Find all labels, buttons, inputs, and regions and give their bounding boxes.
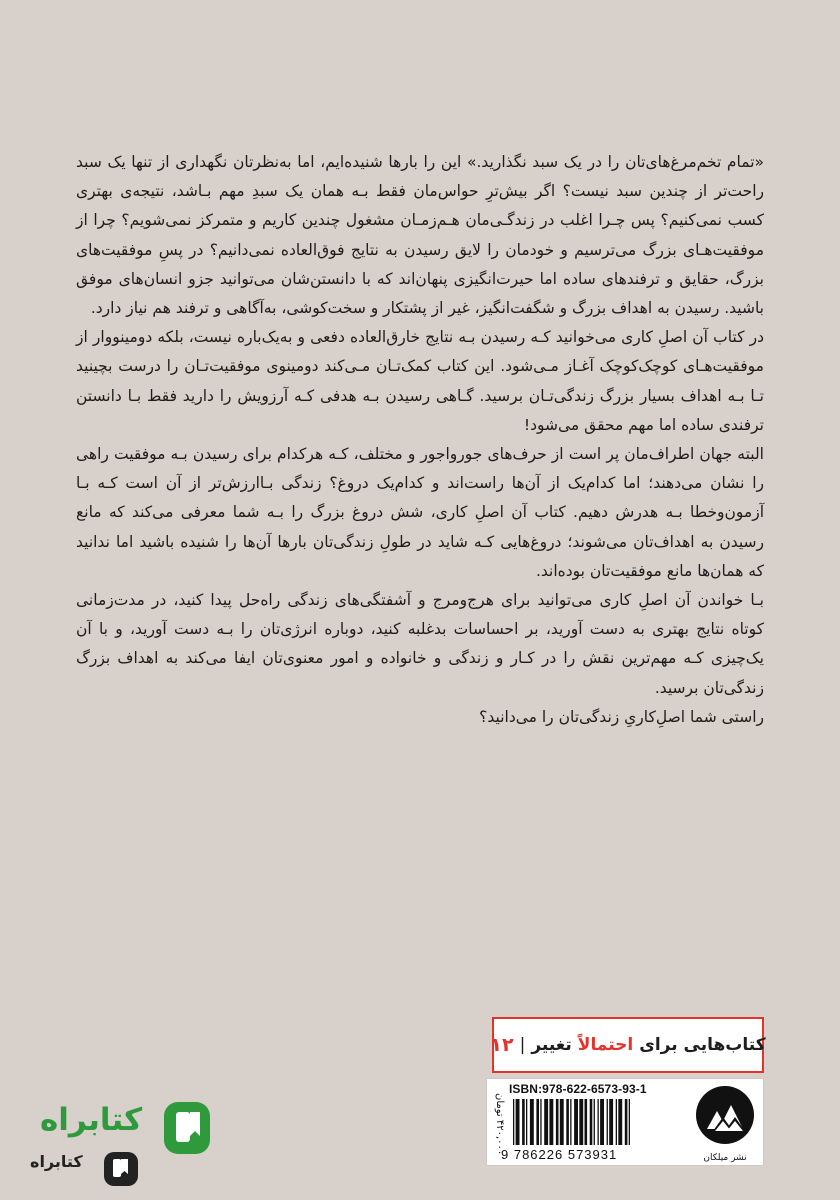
- series-number: ۱۲: [490, 1034, 514, 1056]
- series-banner: [492, 1017, 764, 1073]
- barcode-panel: [486, 1078, 764, 1166]
- paragraph-intro: «تمام تخم‌مرغ‌های‌تان را در یک سبد نگذارید.» این را بارها شنیده‌ایم، اما به‌نظرتان نگهداری از تنها یک سبد راحت‌تر از چندین سبد نیست؟ اگر بیش‌ترِ حواس‌مان فقط بـه همان یک سبدِ مهم بـاشد، نتیجه‌ی بهتری کسب نمی‌کنیم؟ پس چـرا اغلب در زندگـی‌مان هـم‌زمـان مشغول چندین کاریم و متمرکز نمی‌شویم؟ چرا از موفقیت‌هـای بزرگ می‌ترسیم و خودمان را لایق رسیدن به نتایج فوق‌العاده نمی‌دانیم؟ در پسِ موفقیت‌های بزرگ، حقایق و ترفندهای ساده اما حیرت‌انگیزی پنهان‌اند که با دانستن‌شان می‌توانید جزو انسان‌های موفق باشید. رسیدن به اهداف بزرگ و شگفت‌انگیز، غیر از پشتکار و سخت‌کوشی، به‌آگاهی و ترفند هم نیاز دارد.: [76, 153, 764, 318]
- paragraph-question: راستی شما اصلِ‌کاریِ زندگی‌تان را می‌دانید؟: [479, 707, 764, 726]
- store-name-large: کتابراه: [40, 1102, 143, 1138]
- ean-digits: 9 786226 573931: [501, 1147, 618, 1162]
- paragraph-lies: البته جهان اطراف‌مان پر است از حرف‌های جوروا‌جور و مختلف، کـه هرکدام برای رسیدن بـه موفقیت راهی را نشان می‌دهند؛ اما کدام‌یک از آن‌ها راست‌اند و کدام‌یک دروغ؟ زندگی بـاارزش‌تر از آن است کـه بـا آزمون‌وخطا بـه هدرش دهیم. کتاب آن اصلِ کاری، شش دروغ بزرگ را بـه شما معرفی می‌کند که مانع رسیدن به اهداف‌تان می‌شوند؛ دروغ‌هایی کـه شاید در طولِ زندگی‌تان بارها آن‌ها را شنیده باشید اما ندانید که همان‌ها مانع موفقیت‌تان بوده‌اند.: [76, 445, 764, 580]
- publisher-name: نشر میلکان: [703, 1153, 747, 1163]
- paragraph-domino: در کتاب آن اصلِ کاری می‌خوانید کـه رسیدن بـه نتایج خارق‌العاده دفعی و به‌یک‌باره نیست، بلکه دومینووار از موفقیت‌هـای کوچک‌کوچک آغـاز مـی‌شود. این کتاب کمک‌تـان مـی‌کند دومینوی موفقیت‌تـان را درست بچینید تـا بـه اهداف بسیار بزرگ زندگی‌تـان برسید. گـاهی رسیدن بـه هدفی کـه آرزویش را دارید فقط بـا دانستن ترفندی ساده اما مهم محقق می‌شود!: [76, 328, 764, 434]
- barcode-bars: [509, 1099, 687, 1147]
- mountains-icon: [693, 1085, 757, 1147]
- paragraph-benefits: بـا خواندن آن اصلِ کاری می‌توانید برای هرج‌ومرج و آشفتگی‌های زندگی راه‌حل پیدا کنید، در مدت‌زمانی کوتاه نتایج بهتری به دست آورید، بر احساسات بدغلبه کنید، دوباره انرژی‌تان را بـه دست آورید، و با آن یک‌چیزی کـه مهم‌ترین نقش را در کـار و زندگی و خانواده و امور معنوی‌تان ایفا می‌کند به اهداف بزرگ زندگی‌تان برسید.: [76, 591, 764, 697]
- series-tail-word: تغییر: [531, 1035, 572, 1055]
- series-separator: |: [519, 1035, 526, 1055]
- isbn-label: ISBN:978-622-6573-93-1: [509, 1082, 647, 1096]
- price-label: ۴۲۰,۰۰۰ تومان: [494, 1092, 505, 1156]
- series-accent-word: احتمالاً: [577, 1035, 634, 1055]
- back-cover-text: [76, 148, 764, 732]
- publisher-logo: [693, 1085, 757, 1163]
- store-name-small: کتابراه: [30, 1152, 83, 1171]
- store-watermark: [14, 1096, 214, 1196]
- series-label: کتاب‌هایی برای: [639, 1035, 766, 1055]
